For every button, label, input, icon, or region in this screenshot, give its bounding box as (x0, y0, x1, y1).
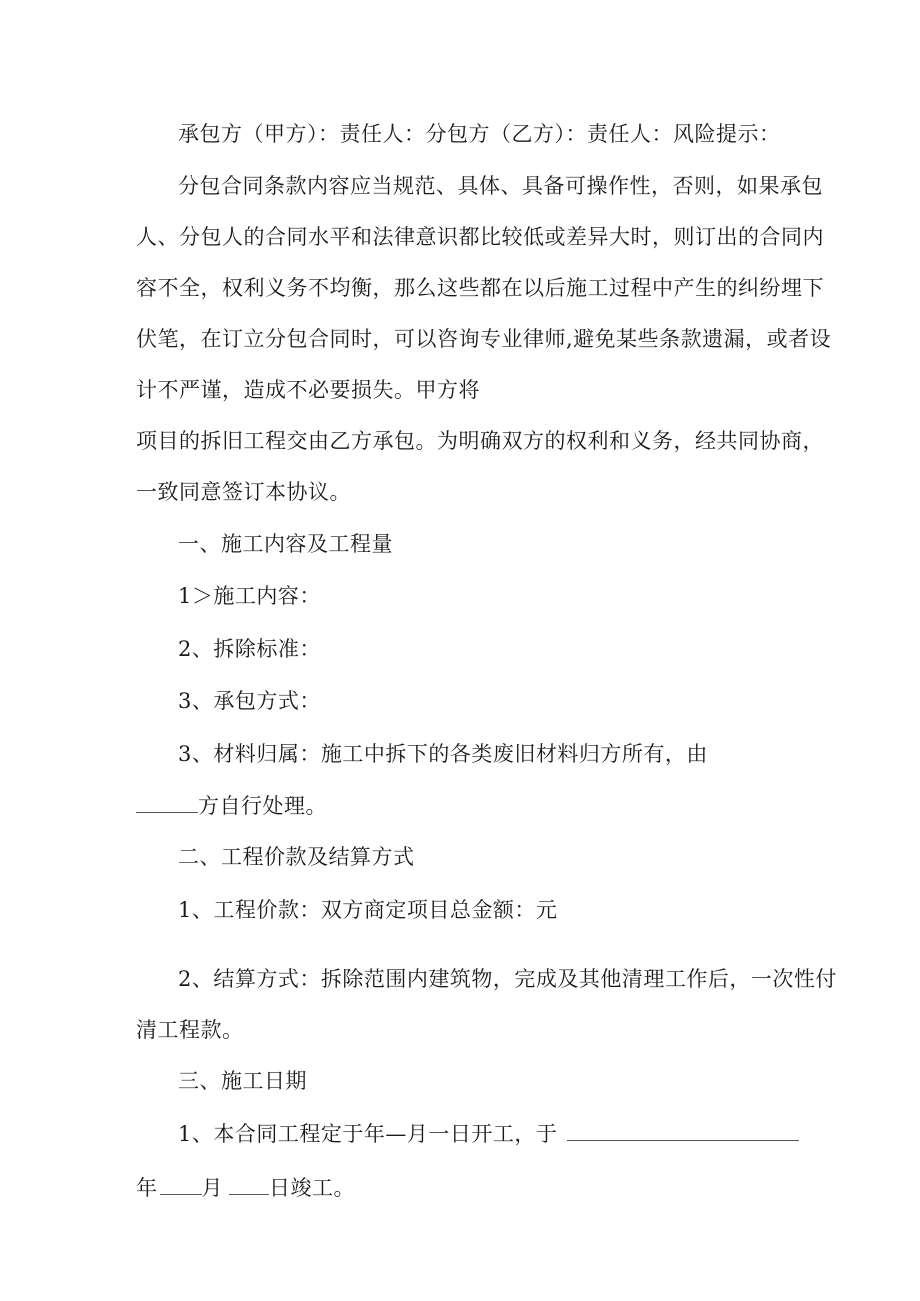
risk-paragraph-line-5: 计不严谨，造成不必要损失。甲方将 (136, 378, 480, 402)
section-3-heading: 三、施工日期 (178, 1069, 307, 1093)
material-disposal-text: 方自行处理。 (198, 794, 327, 818)
section-1-heading: 一、施工内容及工程量 (178, 532, 393, 556)
section-2-heading: 二、工程价款及结算方式 (178, 845, 415, 869)
month-label: 月 (201, 1176, 223, 1200)
completion-date-line (136, 1174, 355, 1202)
item-demolition-standard: 2、拆除标准： (178, 637, 321, 661)
item-construction-content: 1＞施工内容： (178, 584, 321, 608)
risk-paragraph-line-2: 人、分包人的合同水平和法律意识都比较低或差异大时，则订出的合同内 (136, 225, 824, 249)
parties-line: 承包方（甲方）：责任人：分包方（乙方）：责任人：风险提示： (178, 122, 781, 146)
completion-year-blank[interactable] (567, 1120, 799, 1141)
risk-paragraph-line-3: 容不全，权利义务不均衡，那么这些都在以后施工过程中产生的纠纷埋下 (136, 276, 824, 300)
risk-paragraph-line-1: 分包合同条款内容应当规范、具体、具备可操作性，否则，如果承包 (178, 174, 823, 198)
item-settlement-line-2: 清工程款。 (136, 1018, 244, 1042)
item-contracting-method: 3、承包方式： (178, 689, 321, 713)
material-disposal-line (136, 792, 327, 820)
year-label: 年 (136, 1176, 158, 1200)
completion-text: 日竣工。 (269, 1176, 355, 1200)
start-date-line (178, 1120, 799, 1148)
intro-line-2: 一致同意签订本协议。 (136, 480, 351, 504)
item-settlement-line-1: 2、结算方式：拆除范围内建筑物，完成及其他清理工作后，一次性付 (178, 967, 837, 991)
intro-line-1: 项目的拆旧工程交由乙方承包。为明确双方的权利和义务，经共同协商， (136, 429, 824, 453)
completion-month-blank[interactable] (160, 1174, 202, 1195)
item-project-price: 1、工程价款：双方商定项目总金额：元 (178, 898, 558, 922)
start-date-text: 1、本合同工程定于年—月一日开工，于 (178, 1122, 558, 1146)
completion-day-blank[interactable] (229, 1174, 269, 1195)
item-material-ownership: 3、材料归属：施工中拆下的各类废旧材料归方所有，由 (178, 742, 708, 766)
fill-in-blank[interactable] (136, 792, 198, 813)
risk-paragraph-line-4: 伏笔，在订立分包合同时，可以咨询专业律师,避免某些条款遗漏，或者设 (136, 327, 832, 351)
